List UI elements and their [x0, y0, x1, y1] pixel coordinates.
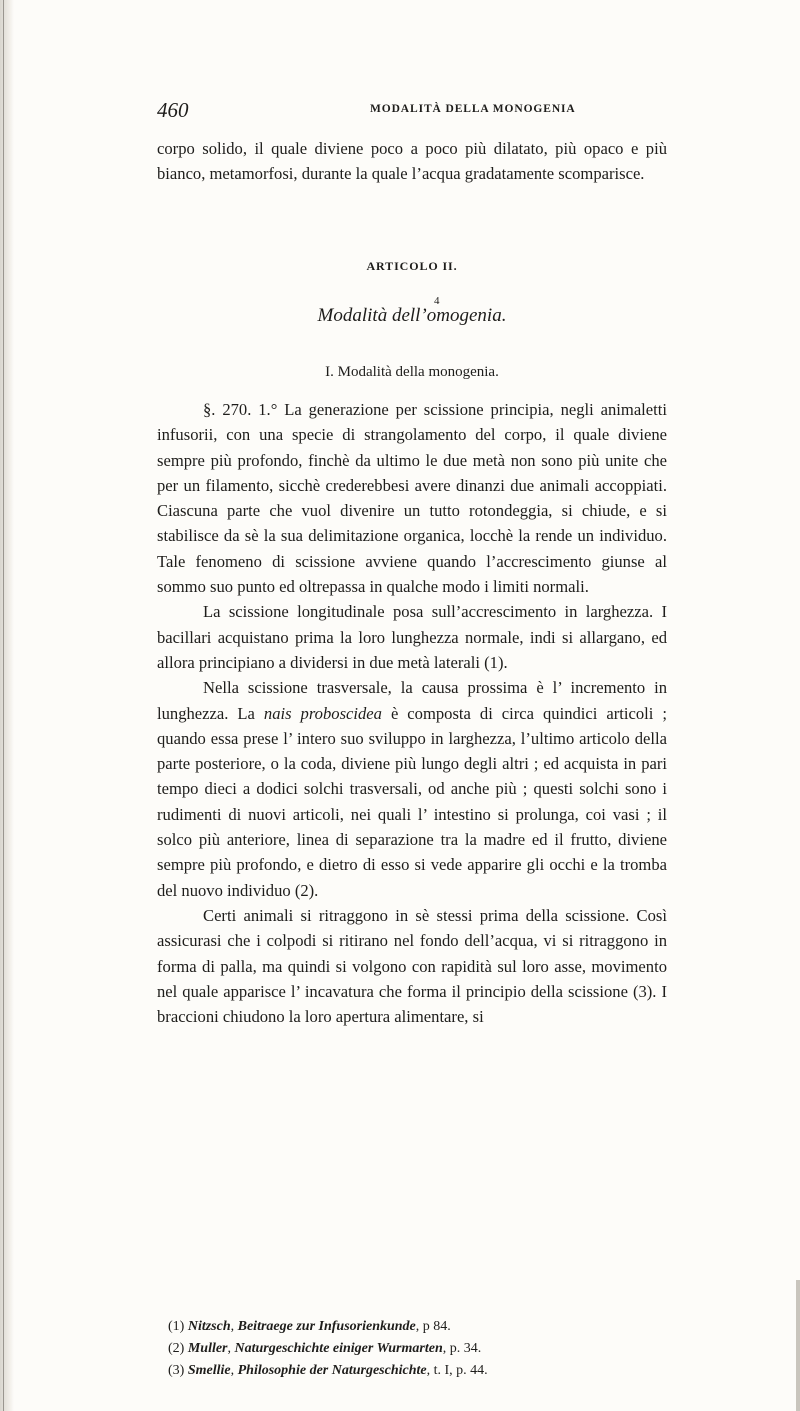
- footnote-work: Philosophie der Naturgeschichte: [237, 1363, 427, 1378]
- footnote-number: (3): [168, 1363, 185, 1378]
- footnote-ref: , p 84.: [415, 1319, 451, 1334]
- footnote: (1) Nitzsch, Beitraege zur Infusorienkunde, p 84.: [168, 1319, 451, 1334]
- body-text: [157, 397, 667, 1029]
- subsection-title: I. Modalità della monogenia.: [325, 364, 499, 380]
- article-label: ARTICOLO II.: [366, 259, 458, 273]
- paragraph-transversal: [157, 675, 667, 903]
- footnote-work: Naturgeschichte einiger Wurmarten: [234, 1341, 443, 1356]
- footnote-work: Beitraege zur Infusorienkunde: [237, 1319, 416, 1334]
- footnote-number: (2): [168, 1341, 185, 1356]
- paragraph-text: è composta di circa quindici articoli ; quando essa prese l’ intero suo sviluppo in larghezza, l’ultimo articolo della parte posteriore, o la coda, diviene più lungo degli altri ; ed acquista in pari tempo dieci a dodici solchi trasversali, od anche più ; questi solchi sono i rudimenti di nuovi articoli, nei quali l’ intestino si prolunga, coi vasi ; il solco più anteriore, linea di separazione tra la madre ed il frutto, diviene sempre più profondo, e dietro di esso si vede apparire gli occhi e la tromba del nuovo individuo (2).: [157, 703, 667, 900]
- opening-paragraph: [157, 136, 667, 187]
- paragraph-longitudinal: La scissione longitudinale posa sull’accrescimento in larghezza. I bacillari acquistano prima la loro lunghezza normale, indi si allargano, ed allora principiano a dividersi in due metà laterali (1).: [157, 602, 667, 672]
- footnote-ref: , t. I, p. 44.: [426, 1363, 488, 1378]
- footnote: (3) Smellie, Philosophie der Naturgeschichte, t. I, p. 44.: [168, 1363, 488, 1378]
- paragraph-retraction: Certi animali si ritraggono in sè stessi prima della scissione. Così assicurasi che i colpodi si ritirano nel fondo dell’acqua, vi si ritraggono in forma di palla, ma quindi si volgono con rapidità sul loro asse, movimento nel quale apparisce l’ incavatura che forma il principio della scissione (3). I braccioni chiudono la loro apertura alimentare, si: [157, 905, 667, 1027]
- running-head: MODALITÀ DELLA MONOGENIA: [370, 103, 576, 115]
- paragraph-text: Nella scissione trasversale, la causa prossima è l’ incremento in lunghezza. La: [157, 678, 667, 723]
- footnotes: [168, 1316, 688, 1382]
- footnote-author: Nitzsch: [187, 1319, 231, 1334]
- species-name: nais proboscidea: [263, 703, 382, 723]
- footnote-author: Smellie: [187, 1363, 231, 1378]
- paragraph-text: corpo solido, il quale diviene poco a poco più dilatato, più opaco e più bianco, metamorfosi, durante la quale l’acqua gradatamente scomparisce.: [157, 139, 667, 184]
- ornament-mark: 4: [434, 295, 440, 307]
- footnote-ref: , p. 34.: [442, 1341, 482, 1356]
- page-header: [157, 98, 667, 122]
- paragraph-270: §. 270. 1.° La generazione per scissione principia, negli animaletti infusorii, con una specie di strangolamento del corpo, il quale diviene sempre più profondo, finchè da ultimo le due metà non sono più unite che per un filamento, sicchè crederebbesi avere dinanzi due animali accoppiati. Ciascuna parte che vuol divenire un tutto rotondeggia, si chiude, e si stabilisce da sè la sua delimitazione organica, locchè la rende un individuo. Tale fenomeno di scissione avviene quando l’accrescimento giunse al sommo suo punto ed oltrepassa in qualche modo i limiti normali.: [157, 400, 667, 597]
- footnote: (2) Muller, Naturgeschichte einiger Wurmarten, p. 34.: [168, 1341, 482, 1356]
- section-title: Modalità dell’omogenia.: [317, 305, 507, 326]
- page-edge: [796, 1280, 800, 1411]
- footnote-author: Muller: [187, 1341, 228, 1356]
- footnote-number: (1): [168, 1319, 185, 1334]
- page-gutter: [0, 0, 14, 1411]
- page-number: 460: [157, 98, 189, 122]
